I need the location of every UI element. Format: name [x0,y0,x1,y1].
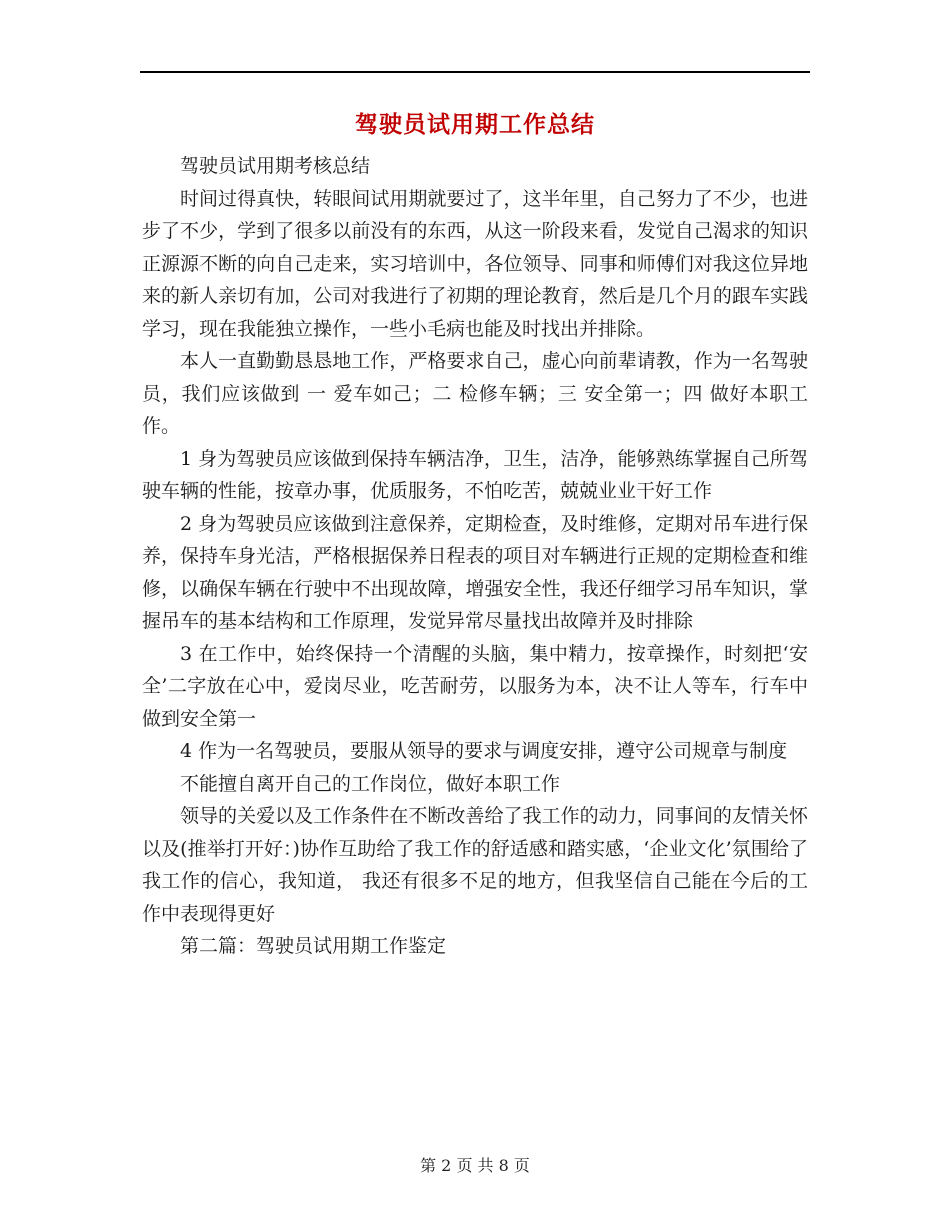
paragraph-post: 不能擅自离开自己的工作岗位，做好本职工作 [180,772,561,795]
document-title: 驾驶员试用期工作总结 [355,111,595,138]
paragraph-item-1: 1 身为驾驶员应该做到保持车辆洁净，卫生，洁净，能够熟练掌握自己所驾驶车辆的性能，按章办事，优质服务，不怕吃苦，兢兢业业干好工作 [142,447,808,502]
paragraph-duties: 本人一直勤勤恳恳地工作，严格要求自己，虚心向前辈请教，作为一名驾驶员，我们应该做到 一 爱车如己；二 检修车辆；三 安全第一；四 做好本职工作。 [142,350,808,437]
paragraph-subtitle: 驾驶员试用期考核总结 [180,155,371,177]
paragraph-section-heading: 第二篇：驾驶员试用期工作鉴定 [180,935,447,957]
document-body [142,150,808,963]
paragraph-conclusion: 领导的关爱以及工作条件在不断改善给了我工作的动力，同事间的友情关怀以及(推举打开好：)协作互助给了我工作的舒适感和踏实感，‘企业文化’氛围给了我工作的信心，我知道， 我还有很多不足的地方，但我坚信自己能在今后的工作中表现得更好 [142,805,808,925]
paragraph-item-4: 4 作为一名驾驶员，要服从领导的要求与调度安排，遵守公司规章与制度 [180,740,788,762]
header-rule [140,71,810,73]
paragraph-item-2: 2 身为驾驶员应该做到注意保养，定期检查，及时维修，定期对吊车进行保养，保持车身光洁，严格根据保养日程表的项目对车辆进行正规的定期检查和维修，以确保车辆在行驶中不出现故障，增强安全性，我还仔细学习吊车知识，掌握吊车的基本结构和工作原理，发觉异常尽量找出故障并及时排除 [142,512,808,632]
paragraph-intro: 时间过得真快，转眼间试用期就要过了，这半年里，自己努力了不少，也进步了不少，学到了很多以前没有的东西，从这一阶段来看，发觉自己渴求的知识正源源不断的向自己走来，实习培训中，各位领导、同事和师傅们对我这位异地来的新人亲切有加，公司对我进行了初期的理论教育，然后是几个月的跟车实践学习，现在我能独立操作，一些小毛病也能及时找出并排除。 [142,187,808,340]
paragraph-item-3: 3 在工作中，始终保持一个清醒的头脑，集中精力，按章操作，时刻把‘安全’二字放在心中，爱岗尽业，吃苦耐劳，以服务为本，决不让人等车，行车中做到安全第一 [142,642,808,730]
page-number: 第 2 页 共 8 页 [420,1156,530,1175]
